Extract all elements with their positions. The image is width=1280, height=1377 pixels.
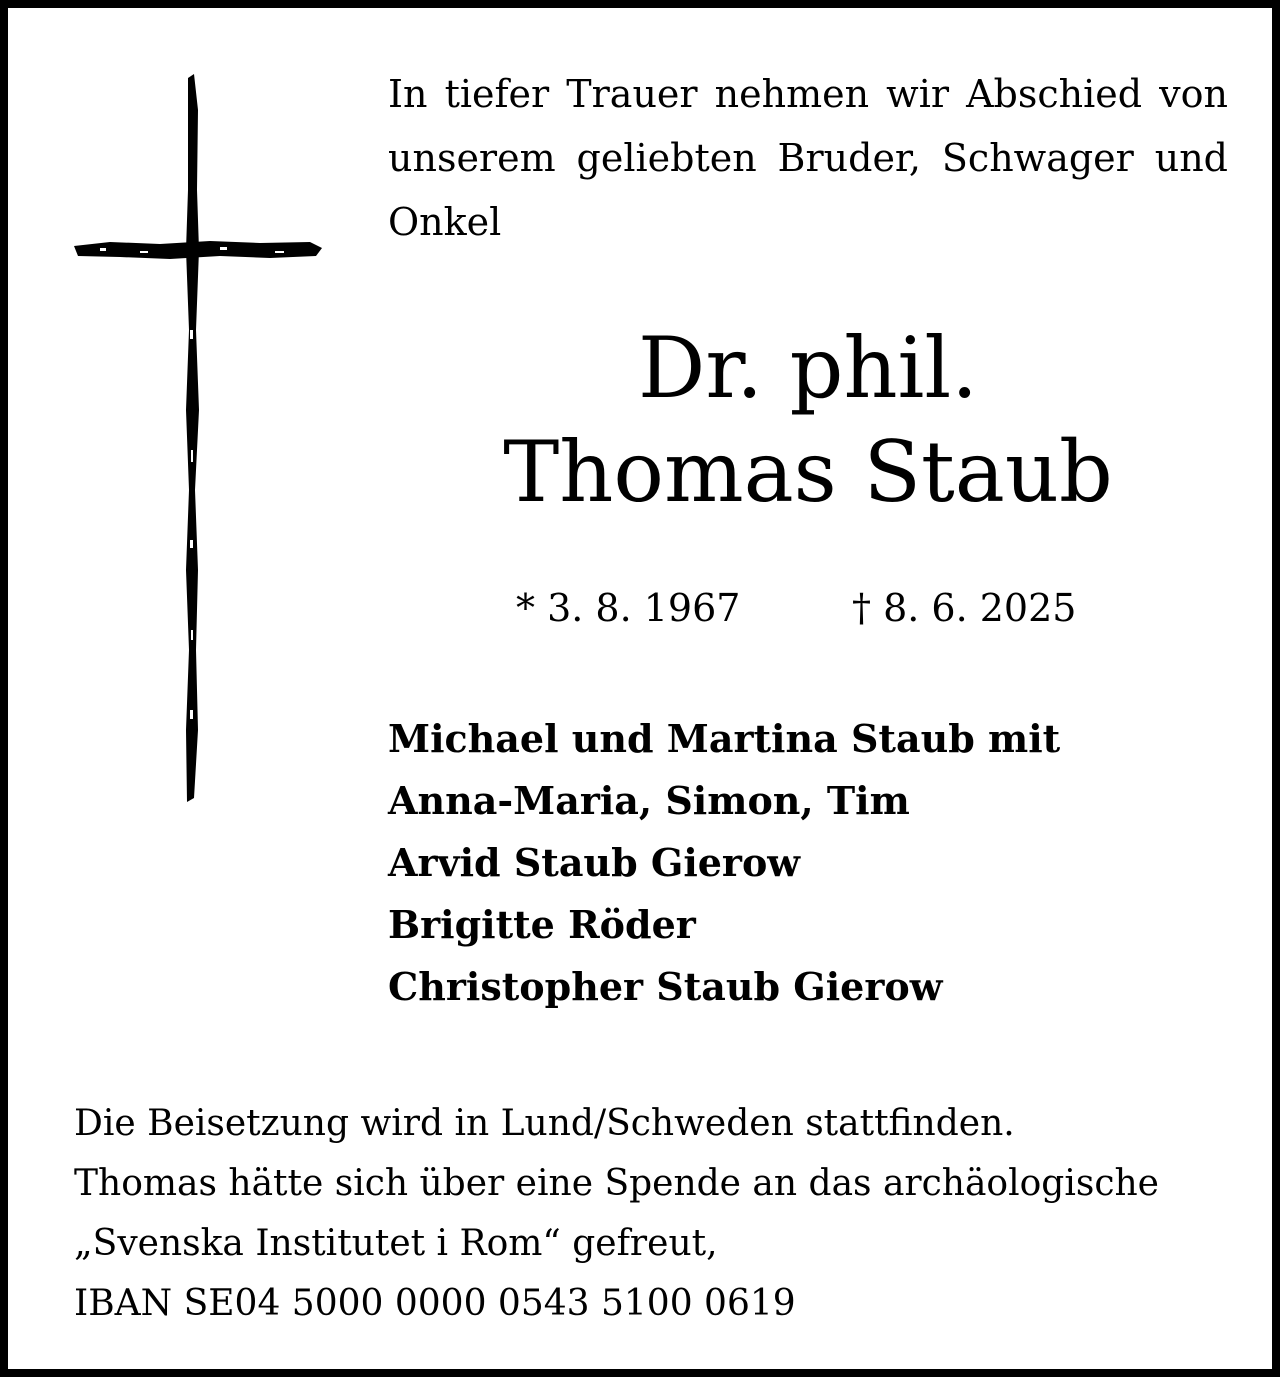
deceased-title: Dr. phil. [638, 319, 978, 417]
mourner: Brigitte Röder [388, 902, 696, 947]
footer-notes [74, 1094, 1254, 1334]
death-date: † 8. 6. 2025 [852, 586, 1077, 630]
deceased-name-block [408, 316, 1208, 524]
donation-recipient: „Svenska Institutet i Rom“ gefreut, [74, 1223, 718, 1264]
mourner: Anna-Maria, Simon, Tim [388, 778, 910, 823]
mourners-list [388, 708, 1248, 1018]
birth-date: * 3. 8. 1967 [516, 586, 741, 630]
mourner: Christopher Staub Gierow [388, 964, 943, 1009]
intro-text: In tiefer Trauer nehmen wir Abschied von unserem geliebten Bruder, Schwager und Onkel [388, 72, 1228, 244]
deceased-name: Thomas Staub [503, 423, 1113, 521]
mourner: Arvid Staub Gierow [388, 840, 801, 885]
cross-icon [70, 70, 326, 810]
donation-note: Thomas hätte sich über eine Spende an das archäologische [74, 1163, 1159, 1204]
burial-note: Die Beisetzung wird in Lund/Schweden stattfinden. [74, 1103, 1015, 1144]
iban-number: IBAN SE04 5000 0000 0543 5100 0619 [74, 1283, 796, 1324]
mourner: Michael und Martina Staub mit [388, 716, 1061, 761]
life-dates [508, 578, 1128, 638]
